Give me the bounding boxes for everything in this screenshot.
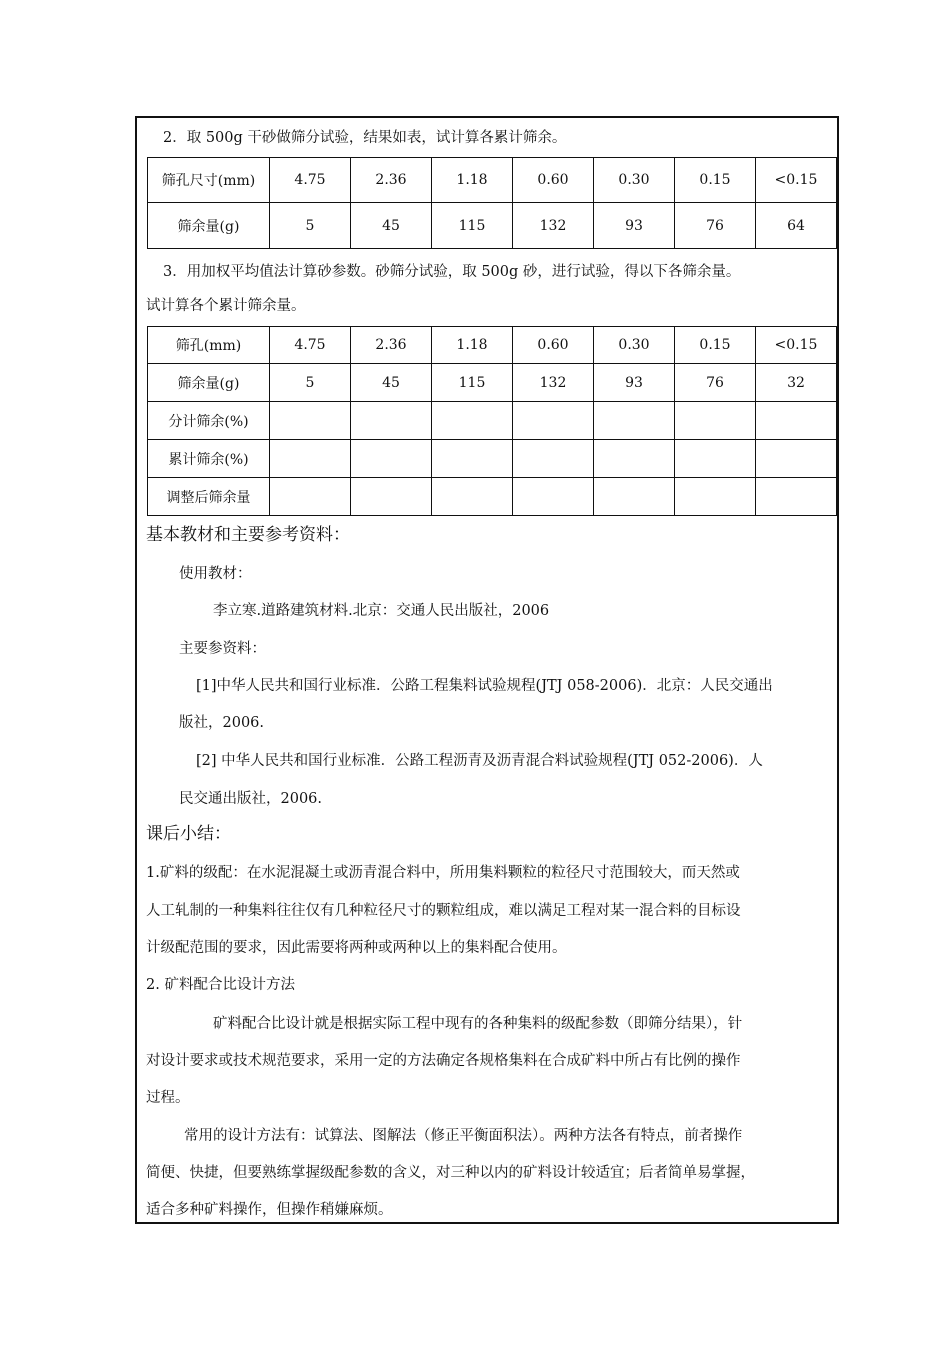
table-cell: 76 — [675, 203, 756, 249]
table-cell: 45 — [351, 364, 432, 402]
summary-p2-line3: 过程。 — [146, 1090, 190, 1106]
table-cell: 1.18 — [432, 327, 513, 364]
summary-heading: 课后小结： — [146, 824, 231, 844]
table-cell: 0.30 — [594, 327, 675, 364]
q3-title-line2: 试计算各个累计筛余量。 — [146, 298, 306, 314]
table-cell: 2.36 — [351, 158, 432, 203]
table-cell: 筛孔尺寸(mm) — [148, 158, 270, 203]
table-cell: <0.15 — [756, 158, 837, 203]
textbook-label: 使用教材： — [179, 566, 252, 582]
ref2-line1: [2] 中华人民共和国行业标准．公路工程沥青及沥青混合料试验规程(JTJ 052-2006)．人 — [196, 753, 763, 769]
table-cell: 0.30 — [594, 158, 675, 203]
table-cell-empty — [594, 478, 675, 516]
table-cell-empty — [756, 440, 837, 478]
table-cell: 76 — [675, 364, 756, 402]
table-cell-empty — [351, 478, 432, 516]
table-cell: 调整后筛余量 — [148, 478, 270, 516]
table-cell: 132 — [513, 203, 594, 249]
textbook-citation: 李立寒.道路建筑材料.北京：交通人民出版社，2006 — [213, 603, 550, 619]
document-frame — [135, 116, 839, 1224]
table-cell: 115 — [432, 203, 513, 249]
table-cell: 累计筛余(%) — [148, 440, 270, 478]
table-cell: 0.15 — [675, 158, 756, 203]
summary-p1-line3: 计级配范围的要求，因此需要将两种或两种以上的集料配合使用。 — [146, 940, 567, 956]
table-cell: 132 — [513, 364, 594, 402]
q2-sieve-table — [147, 157, 837, 249]
table-row — [148, 440, 837, 478]
main-refs-label: 主要参资料： — [179, 641, 266, 657]
summary-p2-title: 2. 矿料配合比设计方法 — [146, 977, 295, 993]
summary-p3-line1: 常用的设计方法有：试算法、图解法（修正平衡面积法）。两种方法各有特点，前者操作 — [184, 1128, 743, 1144]
table-cell-empty — [270, 440, 351, 478]
table-cell: 1.18 — [432, 158, 513, 203]
table-cell: 0.60 — [513, 158, 594, 203]
table-cell: 93 — [594, 364, 675, 402]
ref2-line2: 民交通出版社，2006. — [179, 791, 323, 807]
table-cell: 93 — [594, 203, 675, 249]
refs-heading: 基本教材和主要参考资料： — [146, 525, 350, 545]
table-cell: 5 — [270, 364, 351, 402]
table-cell: 0.15 — [675, 327, 756, 364]
summary-p2-line1: 矿料配合比设计就是根据实际工程中现有的各种集料的级配参数（即筛分结果），针 — [213, 1016, 743, 1032]
table-cell-empty — [432, 440, 513, 478]
table-cell: 筛余量(g) — [148, 364, 270, 402]
table-cell: 4.75 — [270, 327, 351, 364]
q2-title: 2．取 500g 干砂做筛分试验，结果如表，试计算各累计筛余。 — [163, 130, 567, 146]
table-row — [148, 402, 837, 440]
table-row — [148, 364, 837, 402]
table-cell-empty — [675, 402, 756, 440]
table-row — [148, 203, 837, 249]
table-cell: 32 — [756, 364, 837, 402]
table-cell-empty — [594, 440, 675, 478]
table-cell: 2.36 — [351, 327, 432, 364]
table-cell: 分计筛余(%) — [148, 402, 270, 440]
summary-p1-line2: 人工轧制的一种集料往往仅有几种粒径尺寸的颗粒组成，难以满足工程对某一混合料的目标设 — [146, 903, 741, 919]
table-cell-empty — [756, 478, 837, 516]
table-row — [148, 478, 837, 516]
ref1-line2: 版社，2006. — [179, 715, 265, 731]
table-cell-empty — [432, 402, 513, 440]
table-cell-empty — [270, 402, 351, 440]
table-cell: 筛余量(g) — [148, 203, 270, 249]
q3-sieve-table — [147, 326, 837, 516]
table-cell: 45 — [351, 203, 432, 249]
table-cell-empty — [675, 440, 756, 478]
table-cell: 筛孔(mm) — [148, 327, 270, 364]
table-cell-empty — [513, 478, 594, 516]
table-cell-empty — [756, 402, 837, 440]
table-cell: <0.15 — [756, 327, 837, 364]
table-row — [148, 158, 837, 203]
table-cell-empty — [432, 478, 513, 516]
table-cell: 64 — [756, 203, 837, 249]
table-cell-empty — [513, 402, 594, 440]
table-cell: 115 — [432, 364, 513, 402]
table-cell-empty — [351, 440, 432, 478]
summary-p1-line1: 1.矿料的级配：在水泥混凝土或沥青混合料中，所用集料颗粒的粒径尺寸范围较大，而天然或 — [146, 865, 740, 881]
table-cell-empty — [270, 478, 351, 516]
table-cell: 5 — [270, 203, 351, 249]
summary-p2-line2: 对设计要求或技术规范要求，采用一定的方法确定各规格集料在合成矿料中所占有比例的操作 — [146, 1053, 741, 1069]
table-cell-empty — [594, 402, 675, 440]
table-row — [148, 327, 837, 364]
table-cell: 4.75 — [270, 158, 351, 203]
table-cell: 0.60 — [513, 327, 594, 364]
table-cell-empty — [351, 402, 432, 440]
ref1-line1: [1]中华人民共和国行业标准．公路工程集料试验规程(JTJ 058-2006)．北京：人民交通出 — [196, 678, 773, 694]
summary-p3-line3: 适合多种矿料操作，但操作稍嫌麻烦。 — [146, 1202, 393, 1218]
q3-title-line1: 3．用加权平均值法计算砂参数。砂筛分试验，取 500g 砂，进行试验，得以下各筛余量。 — [163, 264, 741, 280]
table-cell-empty — [675, 478, 756, 516]
table-cell-empty — [513, 440, 594, 478]
summary-p3-line2: 简便、快捷，但要熟练掌握级配参数的含义，对三种以内的矿料设计较适宜；后者简单易掌握， — [146, 1165, 755, 1181]
